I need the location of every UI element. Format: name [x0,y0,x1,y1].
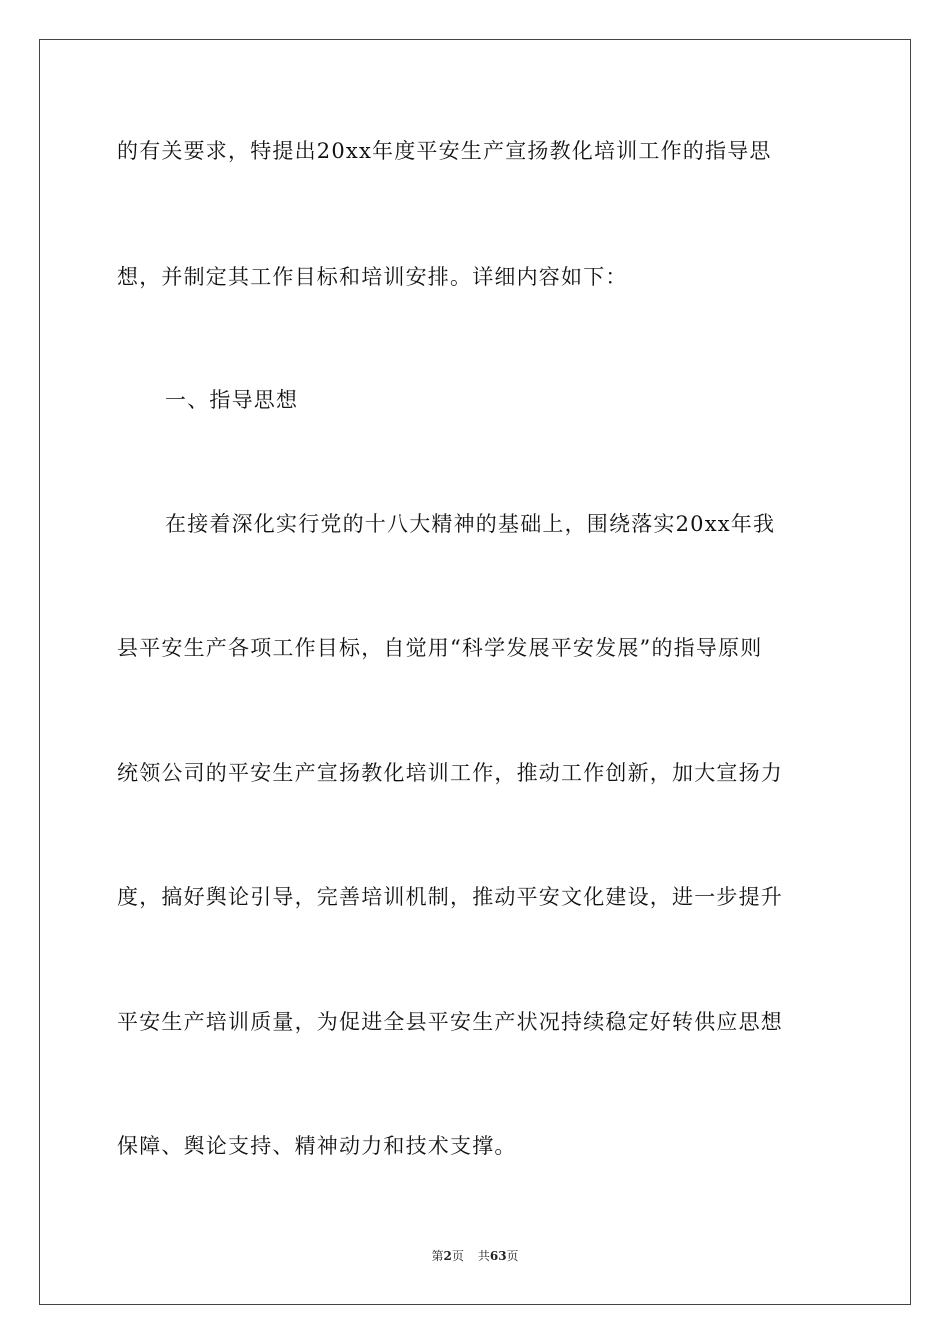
page-border [39,39,911,1305]
page-prefix: 第 [431,1249,444,1263]
body-line-5: 统领公司的平安生产宣扬教化培训工作，推动工作创新，加大宣扬力 [117,761,783,785]
total-suffix: 页 [506,1249,519,1263]
body-line-6: 度，搞好舆论引导，完善培训机制，推动平安文化建设，进一步提升 [117,885,783,909]
body-line-3: 在接着深化实行党的十八大精神的基础上，围绕落实20xx年我 [165,512,776,536]
section-heading-guiding-thought: 一、指导思想 [165,388,299,412]
total-prefix: 共 [477,1249,490,1263]
page-number: 2 [443,1249,452,1263]
page-suffix: 页 [451,1249,464,1263]
body-line-2: 想，并制定其工作目标和培训安排。详细内容如下： [117,265,628,289]
body-line-7: 平安生产培训质量，为促进全县平安生产状况持续稳定好转供应思想 [117,1010,783,1034]
body-line-4: 县平安生产各项工作目标，自觉用“科学发展平安发展”的指导原则 [117,636,763,660]
body-line-8: 保障、舆论支持、精神动力和技术支撑。 [117,1134,517,1158]
page-footer [0,1248,950,1264]
body-line-1: 的有关要求，特提出20xx年度平安生产宣扬教化培训工作的指导思 [117,139,772,163]
total-pages: 63 [489,1249,507,1263]
